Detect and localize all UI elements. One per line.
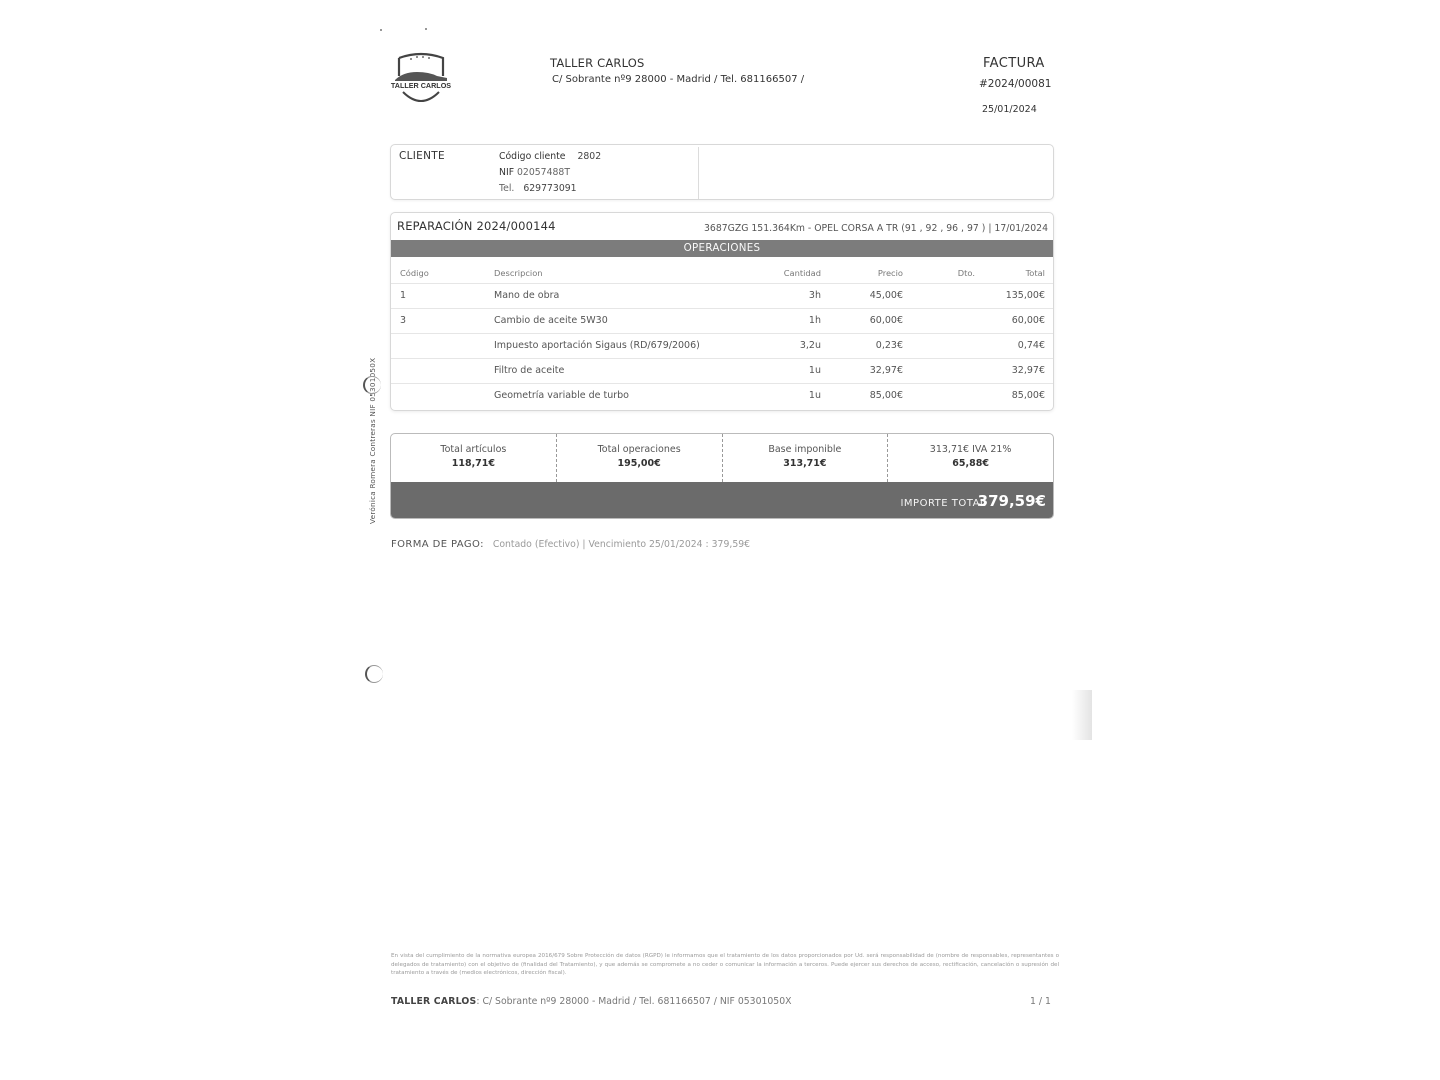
totals-section [390, 433, 1054, 519]
svg-text:TALLER CARLOS: TALLER CARLOS [390, 81, 452, 90]
scan-edge-shadow [1072, 690, 1092, 740]
punch-hole-mark [365, 665, 383, 683]
cell-total: 85,00€ [975, 383, 1053, 408]
invoice-date: 25/01/2024 [982, 104, 1037, 115]
grand-total-bar [391, 482, 1053, 518]
cell-price: 60,00€ [821, 308, 903, 333]
table-row [391, 383, 1053, 408]
cell-description: Filtro de aceite [486, 358, 781, 383]
company-address: C/ Sobrante nº9 28000 - Madrid / Tel. 681166507 / [552, 74, 805, 85]
total-operations-label: Total operaciones [597, 444, 681, 455]
client-tel-label: Tel. [499, 183, 515, 194]
scan-speck [380, 29, 382, 31]
cell-description: Geometría variable de turbo [486, 383, 781, 408]
cell-discount [903, 308, 975, 333]
repair-title: REPARACIÓN 2024/000144 [397, 219, 556, 233]
table-row [391, 283, 1053, 308]
operations-bar [391, 240, 1053, 257]
cell-total: 32,97€ [975, 358, 1053, 383]
cell-price: 32,97€ [821, 358, 903, 383]
client-tel-value: 629773091 [523, 183, 577, 194]
total-operations-cell [557, 434, 723, 482]
total-articles-cell [391, 434, 557, 482]
cell-quantity: 3h [781, 283, 821, 308]
column-header-description: Descripcion [494, 267, 543, 278]
vat-value: 65,88€ [952, 458, 989, 469]
client-nif-label: NIF [499, 167, 515, 178]
invoice-number: #2024/00081 [979, 78, 1052, 90]
vehicle-info: 3687GZG 151.364Km - OPEL CORSA A TR (91 , 92 , 96 , 97 ) | 17/01/2024 [703, 223, 1048, 234]
taxable-base-value: 313,71€ [783, 458, 827, 469]
totals-cells [391, 434, 1053, 482]
side-registration-note: Verónica Romera Contreras NIF 05301050X [368, 357, 377, 524]
cell-description: Impuesto aportación Sigaus (RD/679/2006) [486, 333, 781, 358]
client-tel-row [499, 181, 601, 197]
cell-discount [903, 358, 975, 383]
client-code-row [499, 149, 601, 165]
cell-description: Mano de obra [486, 283, 781, 308]
cell-total: 0,74€ [975, 333, 1053, 358]
operations-table [391, 259, 1053, 408]
cell-discount [903, 333, 975, 358]
operations-label: OPERACIONES [683, 242, 761, 254]
footer-brand: TALLER CARLOS [391, 996, 477, 1007]
cell-total: 60,00€ [975, 308, 1053, 333]
total-articles-label: Total artículos [440, 444, 507, 455]
client-label: CLIENTE [399, 150, 445, 162]
repair-section [390, 212, 1054, 411]
client-nif-value: 02057488T [517, 167, 571, 178]
cell-code: 3 [391, 308, 486, 333]
vat-cell [888, 434, 1053, 482]
column-header-discount: Dto. [957, 267, 975, 278]
cell-code [391, 333, 486, 358]
column-header-total: Total [1025, 267, 1045, 278]
cell-code: 1 [391, 283, 486, 308]
cell-code [391, 358, 486, 383]
client-code-label: Código cliente [499, 151, 566, 162]
client-divider [698, 147, 699, 199]
client-nif-row [499, 165, 601, 181]
payment-value: Contado (Efectivo) | Vencimiento 25/01/2024 : 379,59€ [492, 539, 751, 550]
company-name: TALLER CARLOS [550, 56, 645, 70]
document-type: FACTURA [983, 56, 1045, 71]
cell-discount [903, 283, 975, 308]
column-header-code: Código [400, 267, 429, 278]
payment-label: FORMA DE PAGO: [391, 539, 484, 550]
company-logo [389, 50, 453, 112]
client-code-value: 2802 [577, 151, 602, 162]
taxable-base-label: Base imponible [768, 444, 842, 455]
cell-quantity: 1u [781, 358, 821, 383]
page-number: 1 / 1 [1030, 996, 1051, 1007]
total-operations-value: 195,00€ [617, 458, 661, 469]
cell-price: 0,23€ [821, 333, 903, 358]
column-header-price: Precio [877, 267, 903, 278]
table-header-row [391, 259, 1053, 283]
client-section [390, 144, 1054, 200]
cell-price: 85,00€ [821, 383, 903, 408]
page-footer [391, 996, 792, 1007]
punch-hole-mark [363, 376, 381, 394]
vat-label: 313,71€ IVA 21% [929, 444, 1012, 455]
table-row [391, 358, 1053, 383]
cell-quantity: 3,2u [781, 333, 821, 358]
cell-price: 45,00€ [821, 283, 903, 308]
footer-address: : C/ Sobrante nº9 28000 - Madrid / Tel. 681166507 / NIF 05301050X [476, 996, 792, 1007]
cell-quantity: 1u [781, 383, 821, 408]
table-row [391, 333, 1053, 358]
legal-notice: En vista del cumplimiento de la normativa europea 2016/679 Sobre Protección de datos (RGPD) le informamos que el tratamiento de los datos proporcionados por Ud. será responsabilidad de (nombre de responsables, representantes o delegados de tratamiento) con el objetivo de (finalidad del Tratamiento), y que además se compromete a no ceder o comunicar la información a terceros. Puede ejercer sus derechos de acceso, rectificación, cancelación o supresión del tratamiento a través de (medios electrónicos, dirección fiscal). [391, 953, 1059, 976]
payment-method [391, 539, 750, 550]
cell-code [391, 383, 486, 408]
grand-total-label: IMPORTE TOTAL [900, 498, 986, 509]
cell-description: Cambio de aceite 5W30 [486, 308, 781, 333]
client-fields [499, 149, 601, 197]
table-row [391, 308, 1053, 333]
cell-discount [903, 383, 975, 408]
column-header-quantity: Cantidad [783, 267, 821, 278]
taxable-base-cell [723, 434, 889, 482]
total-articles-value: 118,71€ [451, 458, 496, 469]
scan-speck [425, 28, 427, 30]
cell-total: 135,00€ [975, 283, 1053, 308]
cell-quantity: 1h [781, 308, 821, 333]
grand-total-value: 379,59€ [977, 492, 1046, 510]
